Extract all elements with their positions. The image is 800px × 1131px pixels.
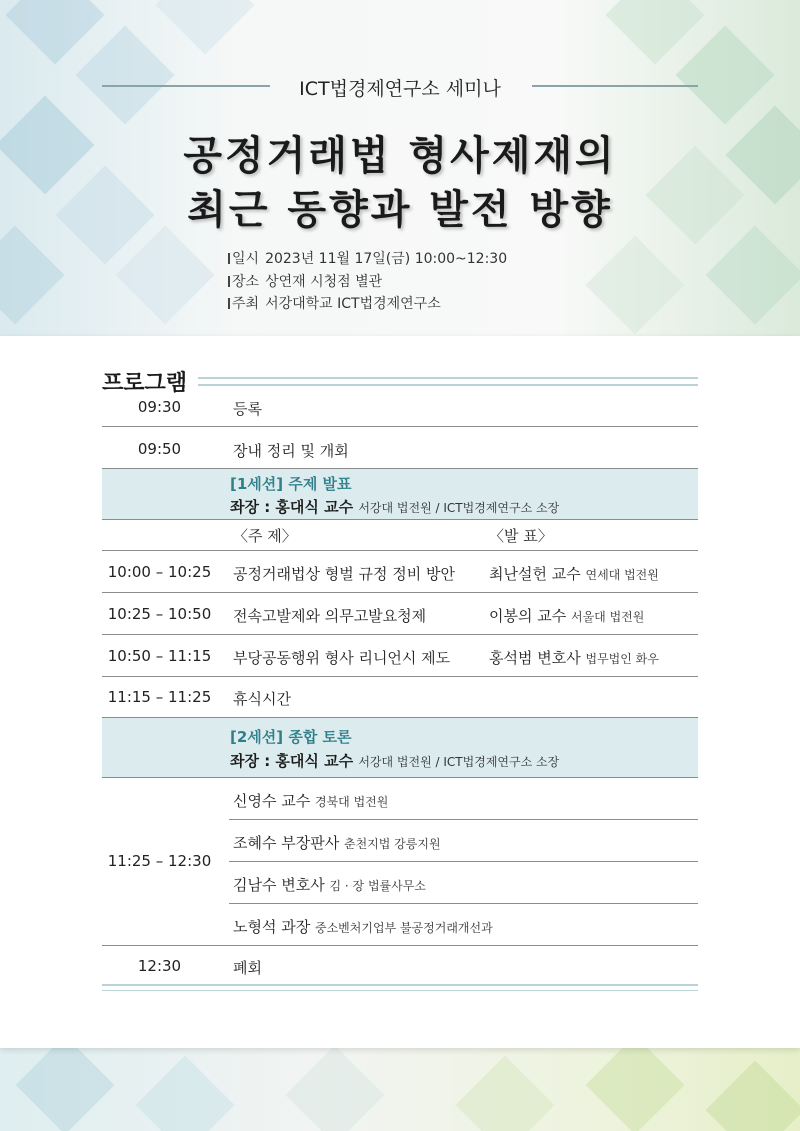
session-2-chair: 좌장 : 홍대식 교수 서강대 법전원 / ICT법경제연구소 소장: [230, 752, 560, 770]
row-time: 11:15 – 11:25: [107, 688, 212, 706]
title-line-2: 최근 동향과 발전 방향: [187, 187, 613, 233]
session-1-column-headers: [102, 520, 698, 551]
seminar-series: [0, 74, 800, 101]
program-bottom-rule: [102, 984, 698, 991]
info-date: 일시 2023년 11월 17일(금) 10:00~12:30: [228, 248, 507, 268]
footer-background: [0, 1040, 800, 1131]
row-label: 폐회: [233, 959, 262, 977]
info-venue: 장소 상연재 시청점 별관: [228, 271, 382, 291]
session-2-header: [102, 718, 698, 778]
row-label: 장내 정리 및 개회: [233, 442, 349, 460]
column-presenter: 〈발 표〉: [489, 527, 553, 545]
row-label: 휴식시간: [233, 690, 291, 708]
row-label: 등록: [233, 400, 262, 418]
panelist-row: 신영수 교수 경북대 법전원: [229, 778, 698, 820]
row-time: 09:50: [137, 440, 182, 458]
panelist-row: 조혜수 부장판사 춘천지법 강릉지원: [229, 820, 698, 862]
program-row-registration: [102, 386, 698, 427]
session-1-title: [1세션] 주제 발표: [230, 475, 352, 493]
program-heading-rule: [198, 377, 698, 386]
title-line-1: 공정거래법 형사제재의: [183, 133, 617, 179]
program-row-closing: [102, 946, 698, 984]
program-row-break: [102, 677, 698, 718]
program-heading: 프로그램: [102, 371, 188, 396]
panelist-row: 김남수 변호사 김 · 장 법률사무소: [229, 862, 698, 904]
program-row-opening: [102, 427, 698, 469]
talk-row: 10:50 – 11:15 부당공동행위 형사 리니언시 제도 홍석범 변호사 법무법인 화우: [102, 635, 698, 677]
column-topic: 〈주 제〉: [233, 527, 297, 545]
talk-row: 10:00 – 10:25 공정거래법상 형벌 규정 정비 방안 최난설헌 교수 연세대 법전원: [102, 551, 698, 593]
series-label: ICT법경제연구소 세미나: [299, 78, 501, 100]
session-1-chair: 좌장 : 홍대식 교수 서강대 법전원 / ICT법경제연구소 소장: [230, 498, 560, 516]
panelist-row: 노형석 과장 중소벤처기업부 불공정거래개선과: [233, 918, 493, 936]
session-1-header: [102, 469, 698, 520]
session-2-time: 11:25 – 12:30: [107, 852, 212, 870]
talk-row: 10:25 – 10:50 전속고발제와 의무고발요청제 이봉의 교수 서울대 법전원: [102, 593, 698, 635]
session-2-title: [2세션] 종합 토론: [230, 728, 352, 746]
row-time: 12:30: [137, 957, 182, 975]
row-time: 09:30: [137, 398, 182, 416]
info-host: 주최 서강대학교 ICT법경제연구소: [228, 293, 441, 313]
